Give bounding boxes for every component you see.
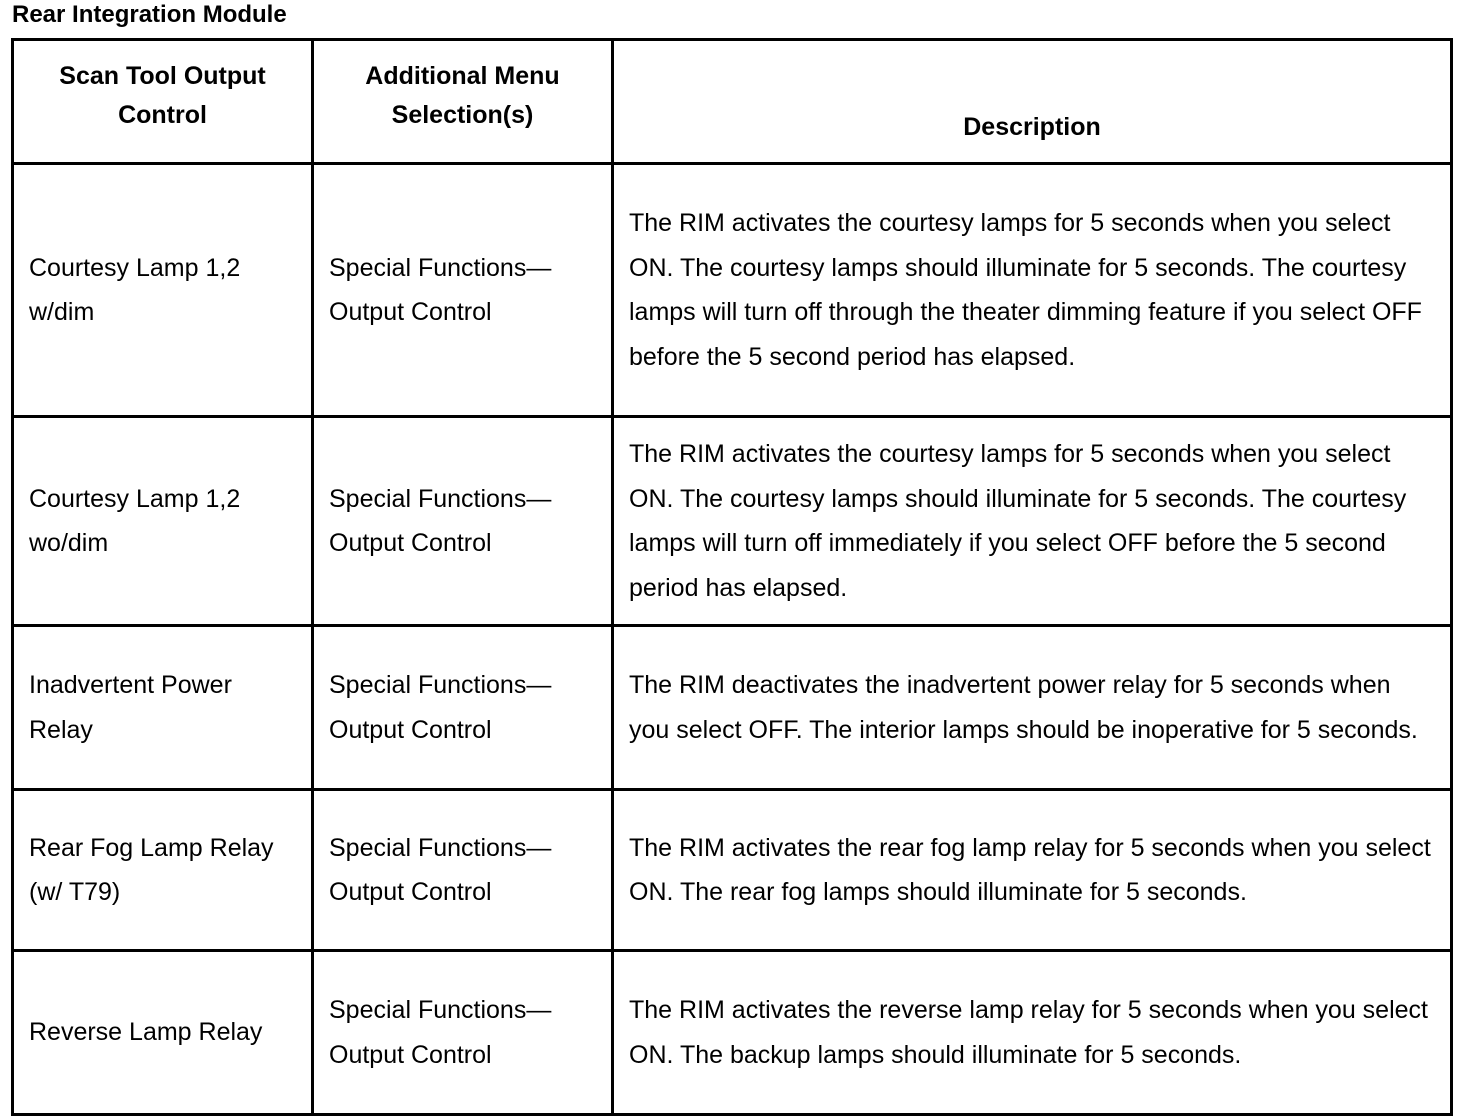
cell-description: The RIM activates the courtesy lamps for 5 seconds when you select ON. The courtesy lamps should illuminate for 5 seconds. The courtesy lamps will turn off immediately if you select OFF before the 5 second period has elapsed. <box>613 417 1452 626</box>
header-description: Description <box>613 40 1452 164</box>
table-row <box>13 951 1452 1115</box>
table-row <box>13 164 1452 417</box>
table-row <box>13 790 1452 951</box>
cell-description: The RIM activates the reverse lamp relay for 5 seconds when you select ON. The backup lamps should illuminate for 5 seconds. <box>613 951 1452 1115</box>
cell-control: Courtesy Lamp 1,2 wo/dim <box>13 417 313 626</box>
cell-menu: Special Functions—Output Control <box>313 164 613 417</box>
output-control-table <box>11 38 1453 1116</box>
cell-menu: Special Functions—Output Control <box>313 626 613 790</box>
header-additional-menu-selections: Additional Menu Selection(s) <box>313 40 613 164</box>
page-title: Rear Integration Module <box>12 1 287 28</box>
cell-control: Rear Fog Lamp Relay (w/ T79) <box>13 790 313 951</box>
table-row <box>13 626 1452 790</box>
cell-description: The RIM deactivates the inadvertent power relay for 5 seconds when you select OFF. The interior lamps should be inoperative for 5 seconds. <box>613 626 1452 790</box>
cell-menu: Special Functions—Output Control <box>313 951 613 1115</box>
cell-menu: Special Functions—Output Control <box>313 790 613 951</box>
table-row <box>13 417 1452 626</box>
cell-description: The RIM activates the courtesy lamps for 5 seconds when you select ON. The courtesy lamps should illuminate for 5 seconds. The courtesy lamps will turn off through the theater dimming feature if you select OFF before the 5 second period has elapsed. <box>613 164 1452 417</box>
cell-control: Inadvertent Power Relay <box>13 626 313 790</box>
cell-control: Courtesy Lamp 1,2 w/dim <box>13 164 313 417</box>
cell-description: The RIM activates the rear fog lamp relay for 5 seconds when you select ON. The rear fog lamps should illuminate for 5 seconds. <box>613 790 1452 951</box>
cell-control: Reverse Lamp Relay <box>13 951 313 1115</box>
header-scan-tool-output-control: Scan Tool Output Control <box>13 40 313 164</box>
table-header-row <box>13 40 1452 164</box>
cell-menu: Special Functions—Output Control <box>313 417 613 626</box>
